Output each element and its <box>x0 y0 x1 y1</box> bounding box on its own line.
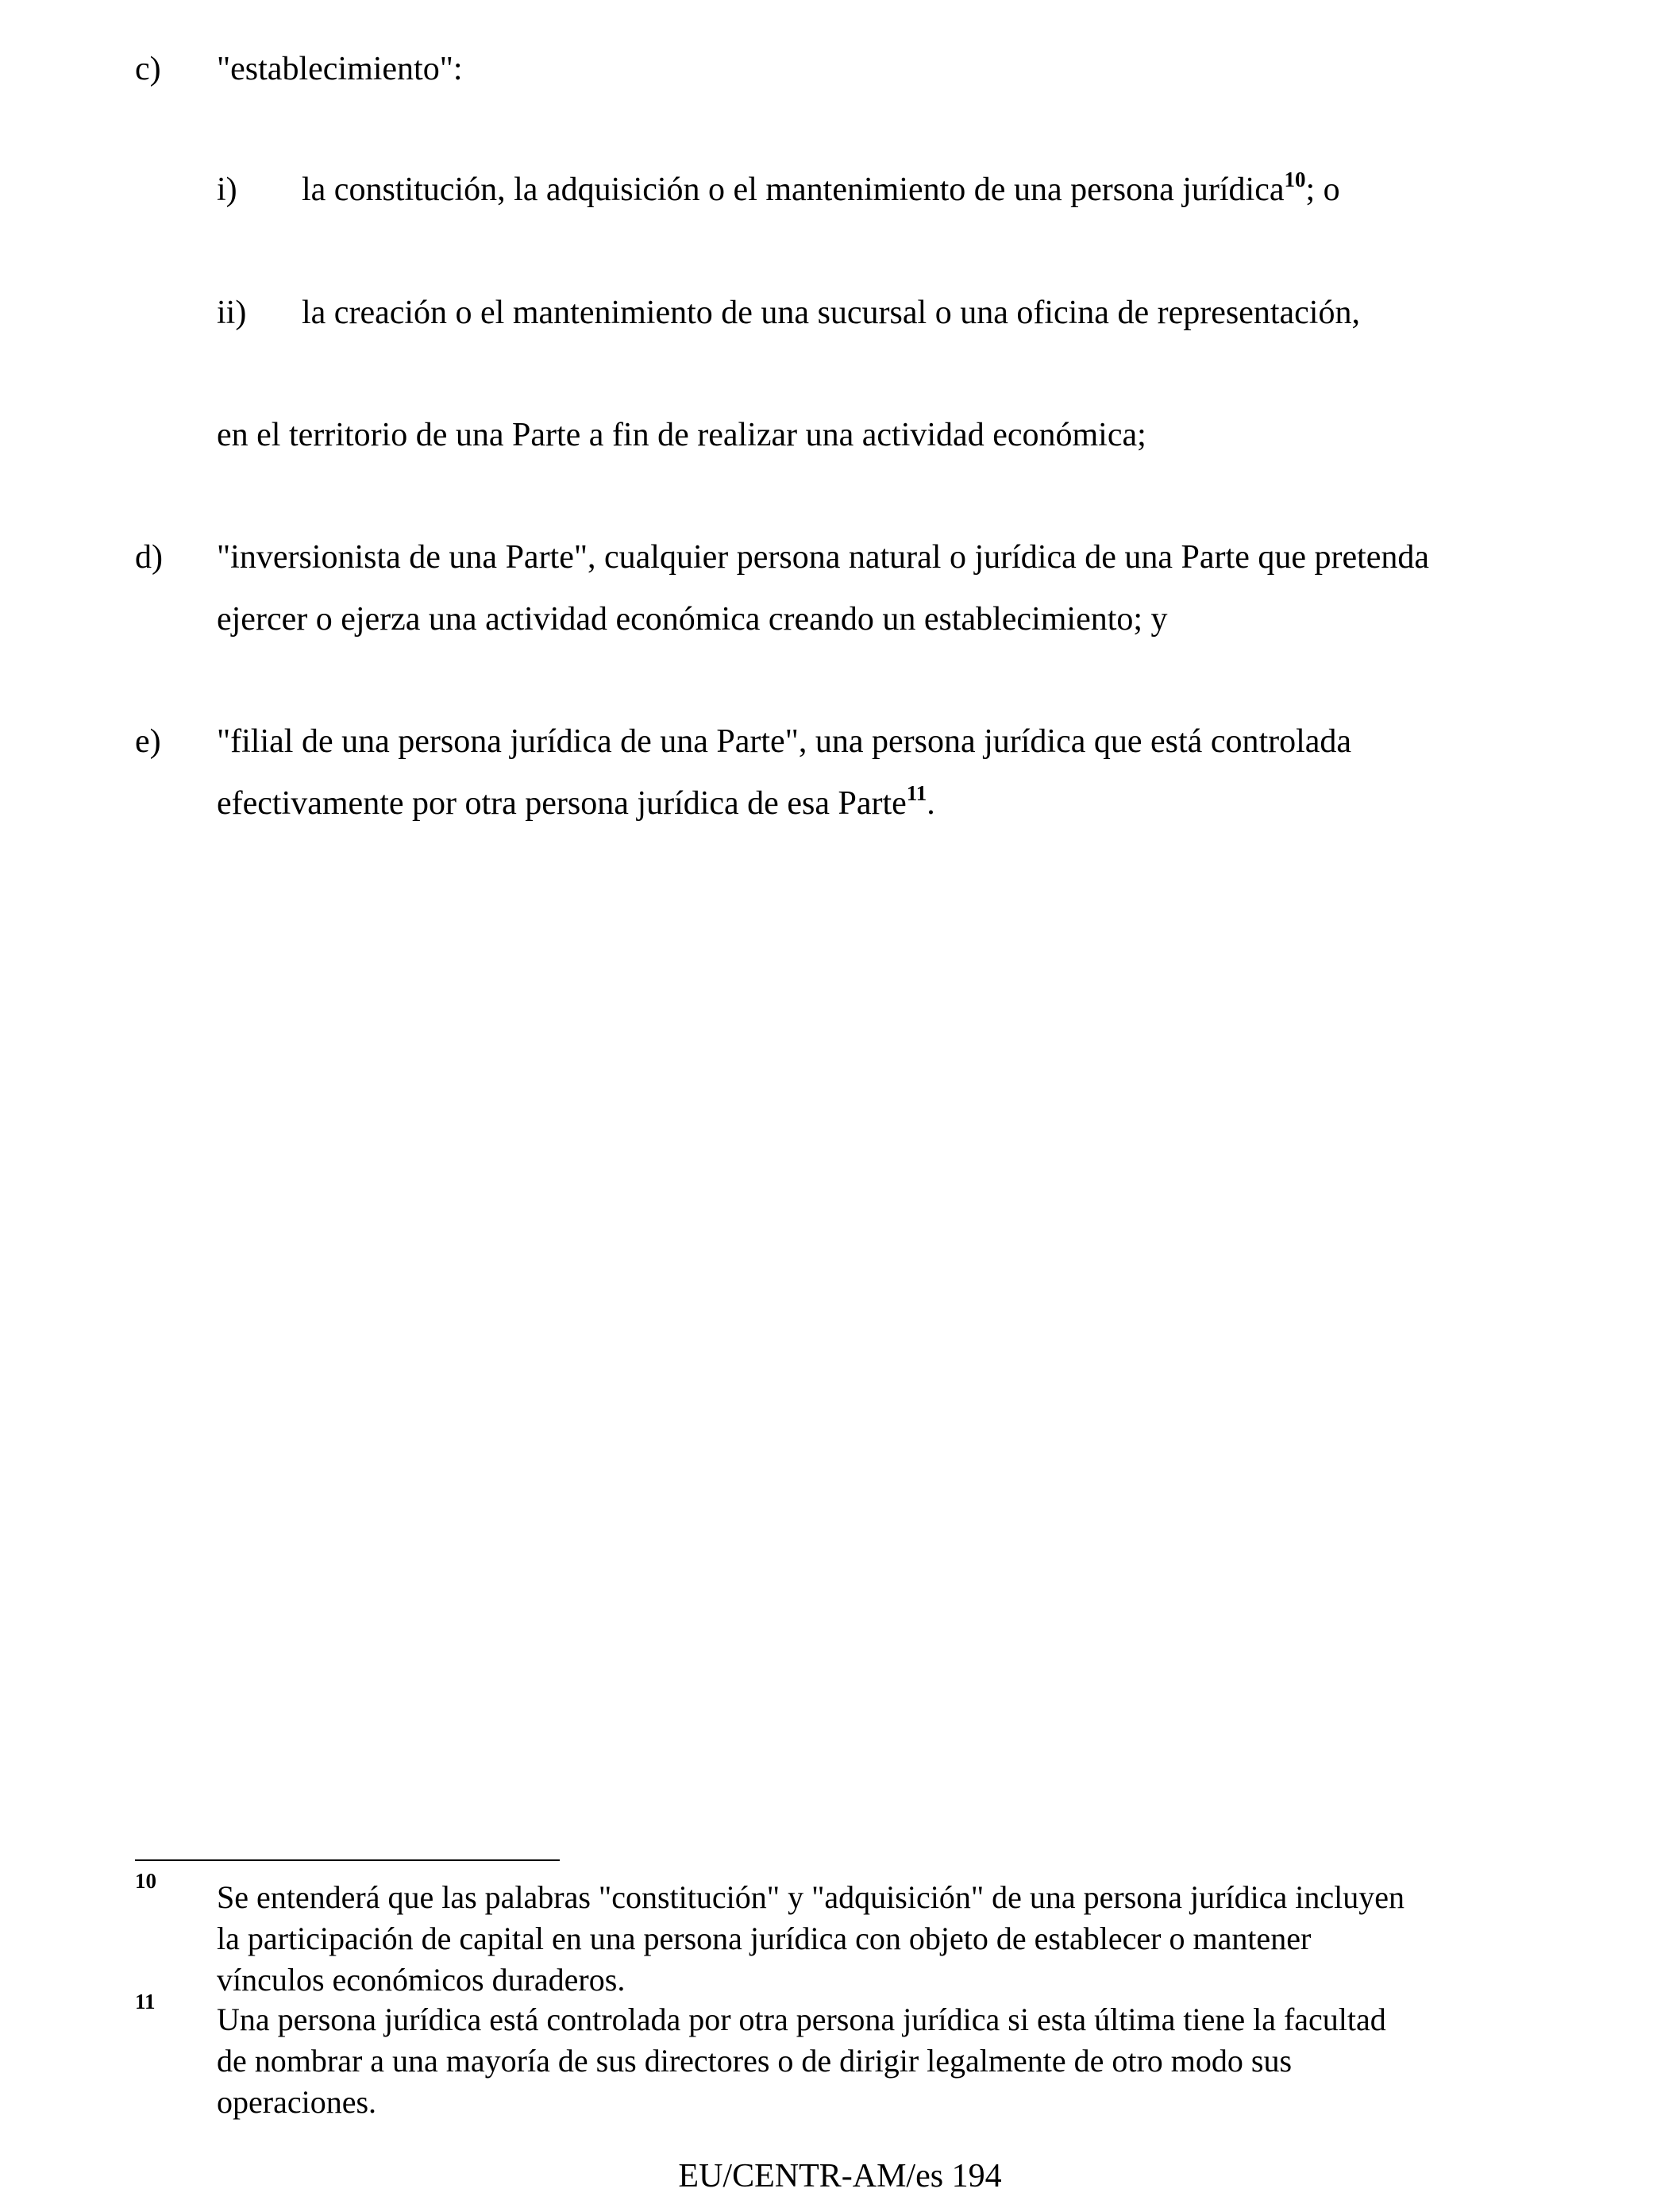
footnote-11-line-2: de nombrar a una mayoría de sus directores o de dirigir legalmente de otro modo sus <box>217 2043 1293 2079</box>
item-e-line-2-body: efectivamente por otra persona jurídica de esa Parte <box>217 785 907 822</box>
footnote-10-line-2: la participación de capital en una persona jurídica con objeto de establecer o mantener <box>217 1921 1312 1956</box>
footnote-separator <box>135 1859 560 1861</box>
item-e-label: e) <box>135 723 161 760</box>
footnote-10-line-3: vínculos económicos duraderos. <box>217 1962 626 1998</box>
item-e-line-1: "filial de una persona jurídica de una Parte", una persona jurídica que está controlada <box>217 723 1352 760</box>
item-d-line-2: ejercer o ejerza una actividad económica creando un establecimiento; y <box>217 601 1168 638</box>
item-c-sub-i-body: la constitución, la adquisición o el mantenimiento de una persona jurídica <box>302 171 1285 208</box>
item-d-line-1: "inversionista de una Parte", cualquier persona natural o jurídica de una Parte que pretenda <box>217 539 1430 576</box>
item-c-sub-i-text <box>302 168 1340 208</box>
footnote-ref-10[interactable]: 10 <box>1284 168 1306 191</box>
footnote-11-number: 11 <box>135 1990 156 2013</box>
item-e-after: . <box>927 785 935 822</box>
footnote-11-line-3: operaciones. <box>217 2084 377 2120</box>
item-d-label: d) <box>135 539 163 576</box>
item-c-sub-ii-label: ii) <box>217 295 247 331</box>
item-c-label: c) <box>135 51 161 87</box>
footnote-10-number: 10 <box>135 1869 156 1893</box>
item-e-line-2 <box>217 781 935 822</box>
item-c-sub-ii-text: la creación o el mantenimiento de una sucursal o una oficina de representación, <box>302 295 1360 331</box>
page-footer: EU/CENTR-AM/es 194 <box>678 2158 1002 2194</box>
item-c-term: "establecimiento": <box>217 51 463 87</box>
item-c-sub-i-after: ; o <box>1305 171 1340 208</box>
footnote-10-line-1: Se entenderá que las palabras "constitución" y "adquisición" de una persona jurídica incluyen <box>217 1879 1404 1915</box>
footnote-ref-11[interactable]: 11 <box>906 781 927 805</box>
footnote-11-line-1: Una persona jurídica está controlada por otra persona jurídica si esta última tiene la facultad <box>217 2002 1386 2037</box>
item-c-closing: en el territorio de una Parte a fin de realizar una actividad económica; <box>217 417 1146 453</box>
item-c-sub-i-label: i) <box>217 171 237 208</box>
